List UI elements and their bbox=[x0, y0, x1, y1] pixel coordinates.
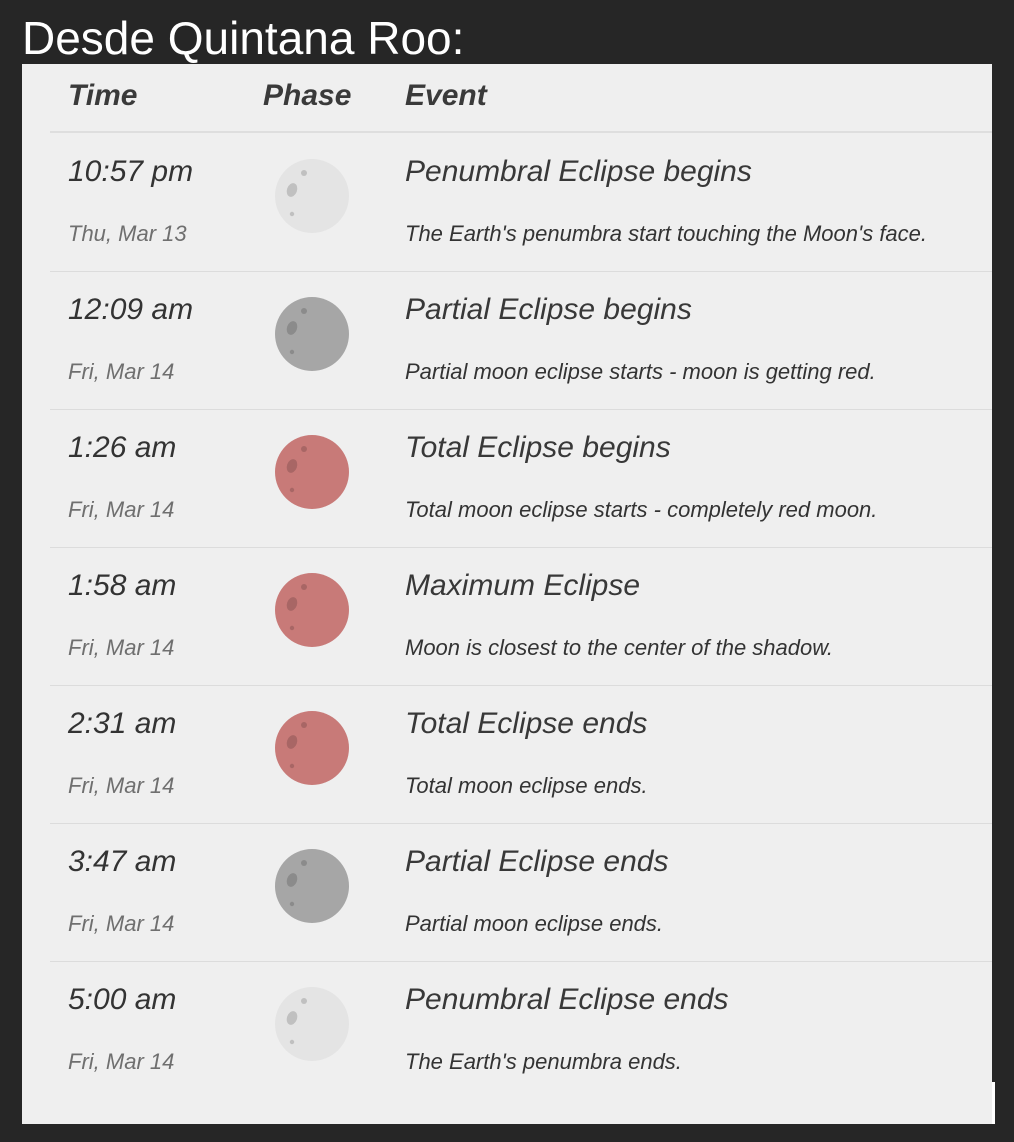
moon-partial-icon bbox=[275, 297, 349, 371]
event-title: Maximum Eclipse bbox=[405, 569, 641, 602]
event-time: 5:00 am bbox=[68, 983, 177, 1016]
eclipse-timeline-table bbox=[22, 64, 992, 1124]
event-time: 1:58 am bbox=[68, 569, 177, 602]
event-time: 1:26 am bbox=[68, 431, 177, 464]
event-time: 12:09 am bbox=[68, 293, 194, 326]
event-description: Partial moon eclipse starts - moon is getting red. bbox=[405, 359, 876, 384]
column-header-time: Time bbox=[68, 79, 138, 112]
edge-artifact bbox=[992, 1082, 995, 1124]
event-date: Fri, Mar 14 bbox=[68, 497, 175, 522]
event-description: The Earth's penumbra start touching the Moon's face. bbox=[405, 221, 928, 246]
moon-total-icon bbox=[275, 711, 349, 785]
event-description: Moon is closest to the center of the shadow. bbox=[405, 635, 834, 660]
table-row bbox=[50, 271, 992, 410]
event-date: Fri, Mar 14 bbox=[68, 359, 175, 384]
table-row bbox=[50, 823, 992, 962]
table-row bbox=[50, 409, 992, 548]
event-title: Partial Eclipse ends bbox=[405, 845, 669, 878]
column-header-phase: Phase bbox=[263, 79, 352, 112]
column-header-event: Event bbox=[405, 79, 487, 112]
event-title: Total Eclipse begins bbox=[405, 431, 671, 464]
event-date: Fri, Mar 14 bbox=[68, 635, 175, 660]
event-description: The Earth's penumbra ends. bbox=[405, 1049, 682, 1074]
moon-penumbral-icon bbox=[275, 987, 349, 1061]
event-date: Thu, Mar 13 bbox=[68, 221, 187, 246]
event-description: Total moon eclipse starts - completely red moon. bbox=[405, 497, 878, 522]
event-description: Partial moon eclipse ends. bbox=[405, 911, 664, 936]
moon-total-icon bbox=[275, 573, 349, 647]
event-title: Partial Eclipse begins bbox=[405, 293, 692, 326]
event-date: Fri, Mar 14 bbox=[68, 911, 175, 936]
event-time: 2:31 am bbox=[68, 707, 177, 740]
event-description: Total moon eclipse ends. bbox=[405, 773, 648, 798]
event-time: 3:47 am bbox=[68, 845, 177, 878]
event-date: Fri, Mar 14 bbox=[68, 1049, 175, 1074]
table-row bbox=[50, 133, 992, 272]
table-header bbox=[50, 64, 992, 133]
event-title: Total Eclipse ends bbox=[405, 707, 648, 740]
table-row bbox=[50, 685, 992, 824]
moon-penumbral-icon bbox=[275, 159, 349, 233]
moon-partial-icon bbox=[275, 849, 349, 923]
moon-total-icon bbox=[275, 435, 349, 509]
table-row bbox=[50, 961, 992, 1099]
event-title: Penumbral Eclipse begins bbox=[405, 155, 752, 188]
event-time: 10:57 pm bbox=[68, 155, 194, 188]
page-title: Desde Quintana Roo: bbox=[22, 12, 465, 64]
event-title: Penumbral Eclipse ends bbox=[405, 983, 729, 1016]
event-date: Fri, Mar 14 bbox=[68, 773, 175, 798]
table-row bbox=[50, 547, 992, 686]
